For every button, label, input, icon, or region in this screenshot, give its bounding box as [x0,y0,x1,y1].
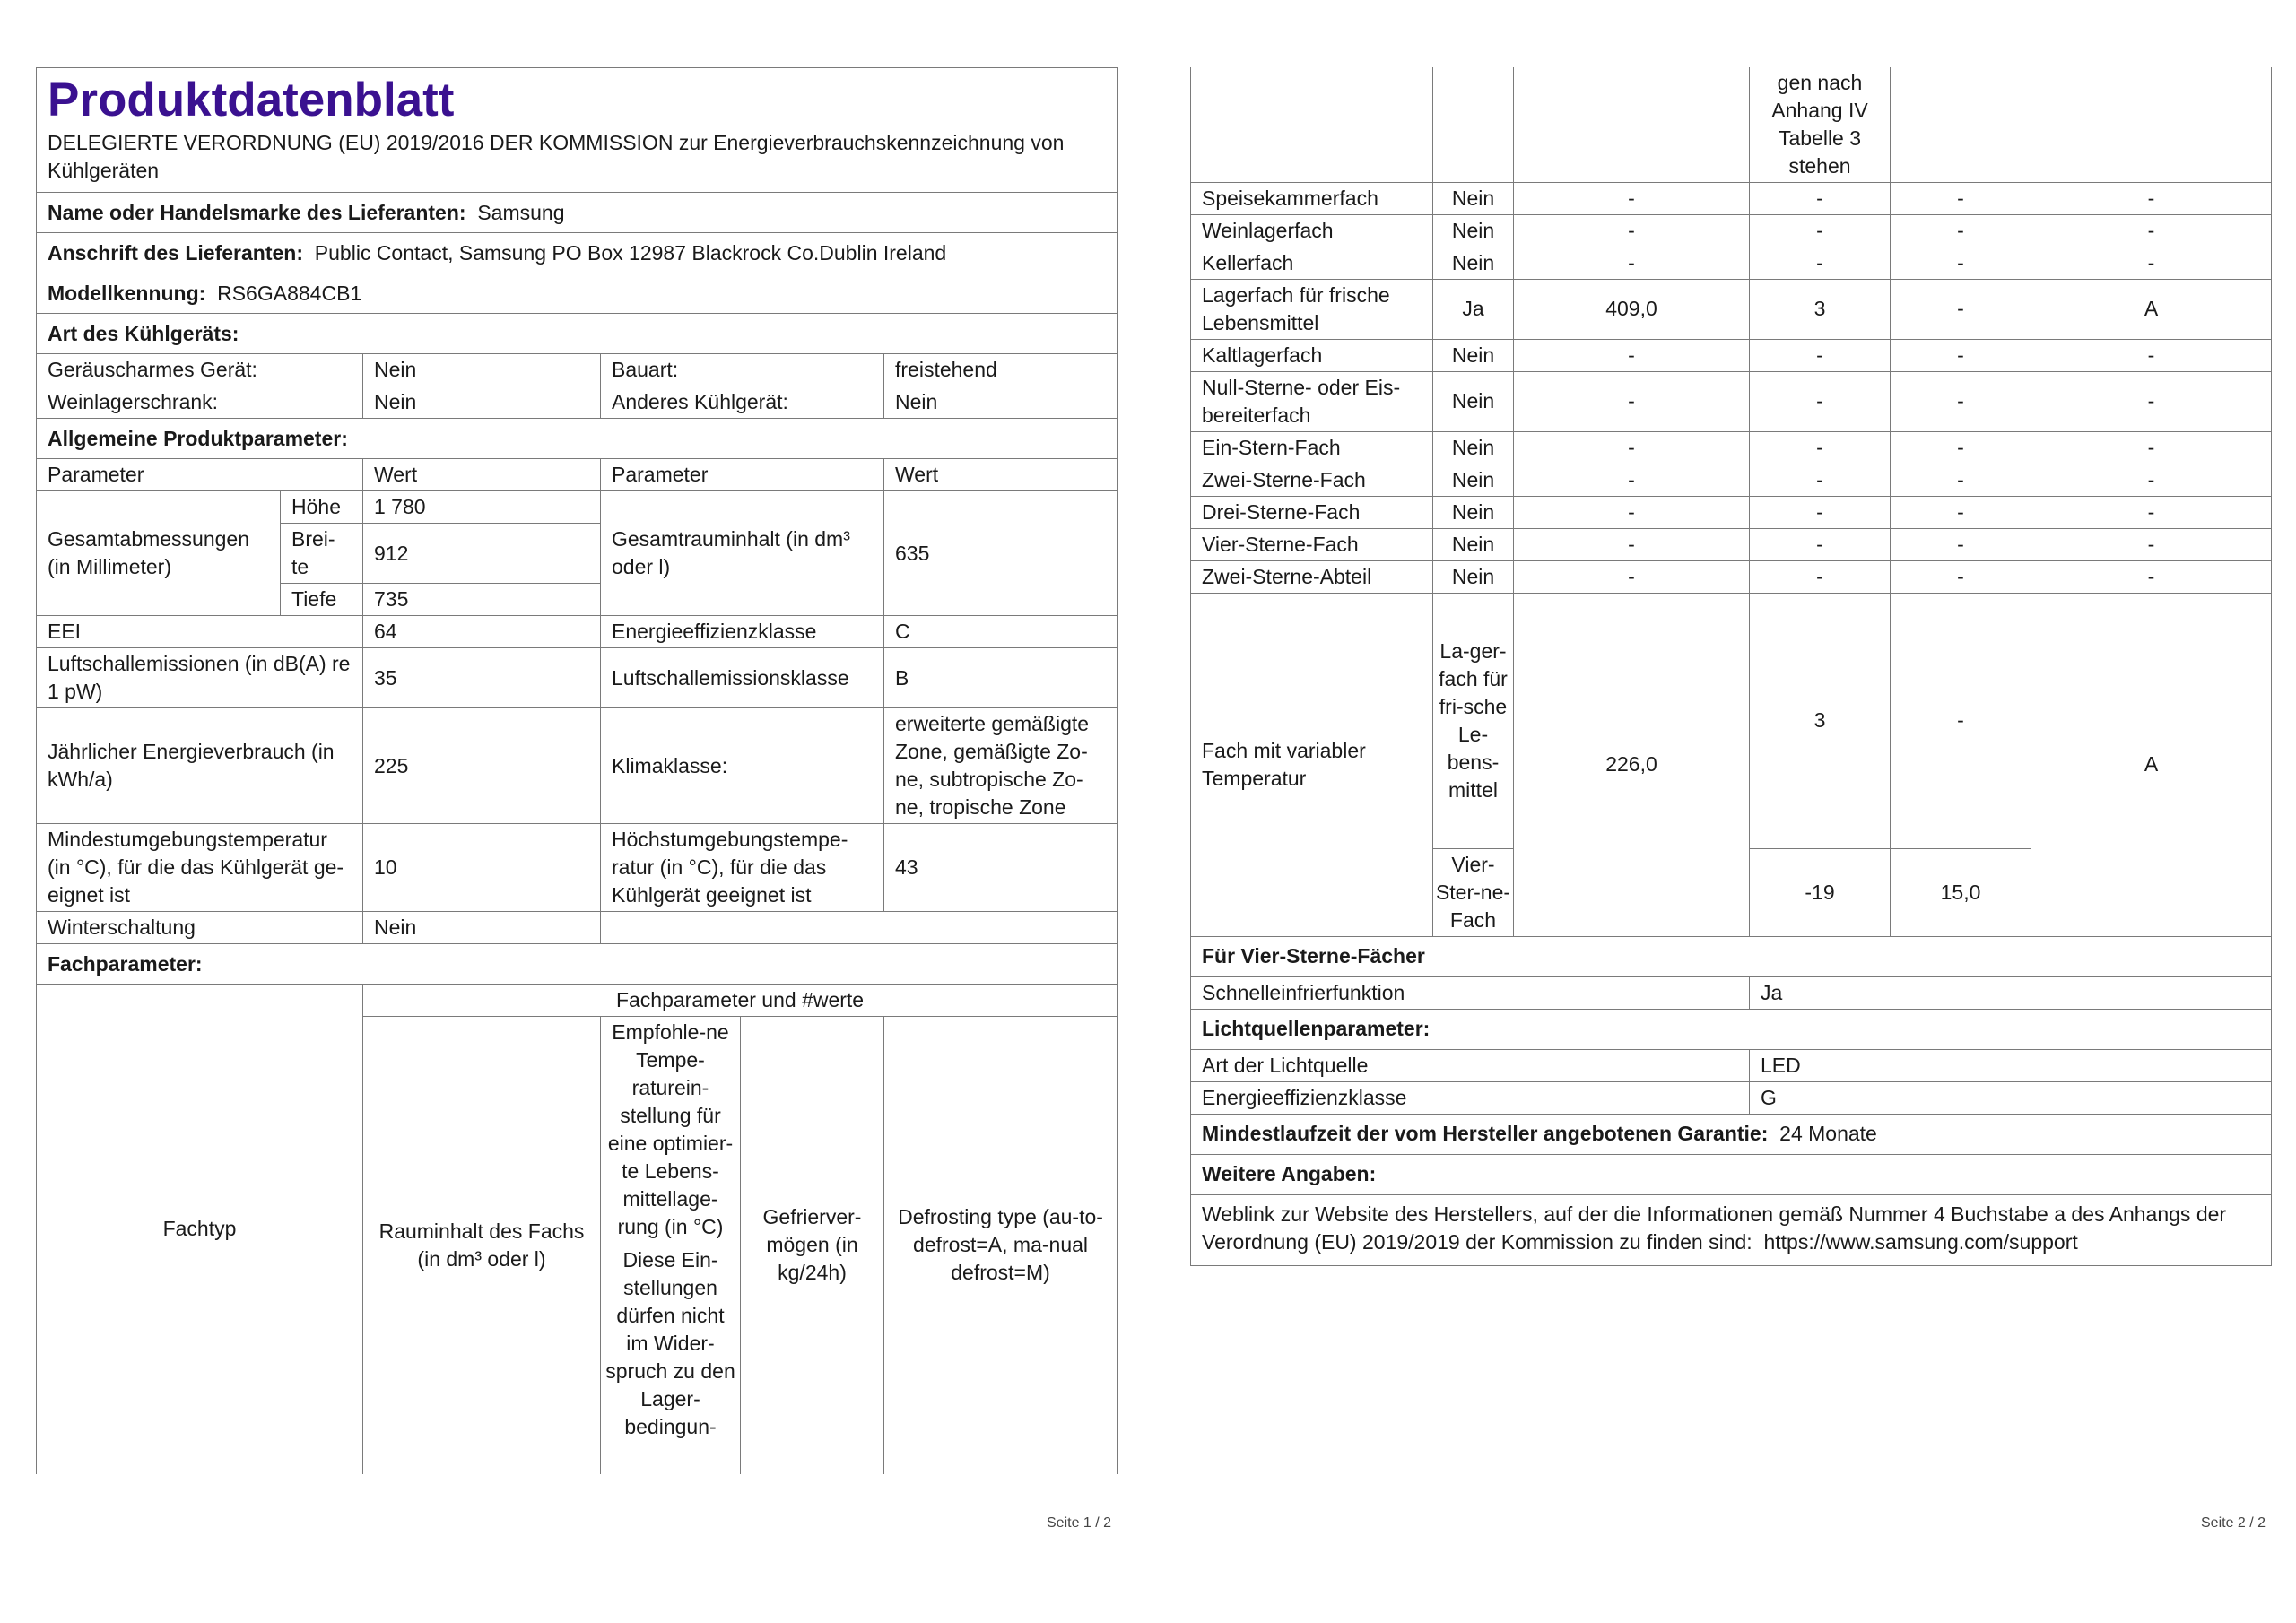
compartment-row [1191,528,2272,560]
col-value-2: Wert [884,459,1118,491]
compartment-volume: - [1514,247,1750,279]
compartment-name: Zwei-Sterne-Fach [1191,464,1433,496]
compartment-temp: - [1750,214,1891,247]
datasheet-table-page-2 [1190,67,2272,1266]
datasheet-table-page-1 [36,67,1118,1474]
compartment-name: Speisekammerfach [1191,182,1433,214]
dimensions-label: Gesamtabmessungen (in Millimeter) [37,491,281,616]
col-recommended-temp-part2: Diese Ein-stellungen dürfen nicht im Wider-spruch zu den Lager-bedingun- [605,1248,735,1438]
compartment-row [1191,247,2272,279]
climate-class-label: Klimaklasse: [601,708,884,824]
page-1 [36,67,1117,1531]
compartment-temp: - [1750,431,1891,464]
variable-defrost: A [2031,593,2272,936]
compartment-present: Nein [1433,496,1514,528]
efficiency-class-value: C [884,616,1118,648]
compartment-volume: - [1514,560,1750,593]
fast-freeze-label: Schnelleinfrierfunktion [1191,976,1750,1009]
eei-label: EEI [37,616,363,648]
model-label: Modellkennung: [48,281,206,305]
compartment-defrost: - [2031,431,2272,464]
compartment-name: Kellerfach [1191,247,1433,279]
low-noise-label: Geräuscharmes Gerät: [37,354,363,386]
max-ambient-temp-value: 43 [884,824,1118,912]
compartment-row [1191,496,2272,528]
compartment-name: Null-Sterne- oder Eis-bereiterfach [1191,371,1433,431]
col-freezing-capacity: Gefrierver-mögen (in kg/24h) [741,1017,884,1474]
col-recommended-temp-cont: gen nach Anhang IV Tabelle 3 stehen [1750,67,1891,182]
compartment-temp: - [1750,496,1891,528]
variable-sub-four-star-temp: -19 [1750,848,1891,936]
col-compartment-type: Fachtyp [37,985,363,1474]
annual-energy-label: Jährlicher Energieverbrauch (in kWh/a) [37,708,363,824]
model-value: RS6GA884CB1 [217,281,362,305]
noise-value: 35 [363,648,601,708]
compartment-volume: - [1514,214,1750,247]
general-heading: Allgemeine Produktparameter: [37,419,1118,459]
compartment-volume: - [1514,528,1750,560]
design-value: freistehend [884,354,1118,386]
compartment-volume: - [1514,464,1750,496]
compartment-defrost: A [2031,279,2272,339]
variable-sub-four-star: Vier-Ster-ne-Fach [1433,848,1514,936]
variable-sub-fresh-temp: 3 [1750,593,1891,848]
noise-class-value: B [884,648,1118,708]
col-recommended-temp-part1: Empfohle-ne Tempe-raturein-stellung für eine optimier-te Lebens-mittellage-rung (in °C) [607,1020,734,1238]
compartment-freeze: - [1891,214,2031,247]
fast-freeze-value: Ja [1750,976,2272,1009]
min-ambient-temp-value: 10 [363,824,601,912]
compartment-temp: - [1750,247,1891,279]
compartment-freeze: - [1891,431,2031,464]
compartment-temp: 3 [1750,279,1891,339]
variable-sub-fresh: La-ger-fach für fri-sche Le-bens-mittel [1433,593,1514,848]
annual-energy-value: 225 [363,708,601,824]
compartment-row [1191,431,2272,464]
compartment-defrost: - [2031,371,2272,431]
compartment-present: Ja [1433,279,1514,339]
compartment-freeze: - [1891,528,2031,560]
col-recommended-temp [601,1017,741,1474]
compartment-present: Nein [1433,431,1514,464]
compartment-row [1191,464,2272,496]
variable-sub-four-star-freeze: 15,0 [1891,848,2031,936]
compartment-temp: - [1750,182,1891,214]
noise-class-label: Luftschallemissionsklasse [601,648,884,708]
compartment-present: Nein [1433,528,1514,560]
appliance-type-heading: Art des Kühlgeräts: [37,314,1118,354]
light-class-label: Energieeffizienzklasse [1191,1081,1750,1114]
compartment-defrost: - [2031,528,2272,560]
supplier-name-value: Samsung [477,200,565,224]
compartment-freeze: - [1891,560,2031,593]
other-appliance-value: Nein [884,386,1118,419]
compartment-name: Drei-Sterne-Fach [1191,496,1433,528]
compartment-volume: 409,0 [1514,279,1750,339]
compartment-present: Nein [1433,182,1514,214]
width-value: 912 [363,524,601,584]
compartment-temp: - [1750,464,1891,496]
compartment-name: Weinlagerfach [1191,214,1433,247]
compartment-freeze: - [1891,279,2031,339]
compartment-present: Nein [1433,339,1514,371]
page-2 [1190,67,2271,1531]
compartment-row [1191,339,2272,371]
compartment-row [1191,182,2272,214]
compartment-name: Ein-Stern-Fach [1191,431,1433,464]
total-volume-value: 635 [884,491,1118,616]
compartment-name: Zwei-Sterne-Abteil [1191,560,1433,593]
compartment-name: Kaltlagerfach [1191,339,1433,371]
compartment-temp: - [1750,371,1891,431]
height-value: 1 780 [363,491,601,524]
compartment-row [1191,214,2272,247]
compartment-name: Lagerfach für frische Lebensmittel [1191,279,1433,339]
compartment-group-header: Fachparameter und #werte [363,985,1118,1017]
page-number-2: Seite 2 / 2 [2201,1515,2266,1531]
compartment-defrost: - [2031,339,2272,371]
light-class-value: G [1750,1081,2272,1114]
min-ambient-temp-label: Mindestumgebungstemperatur (in °C), für die das Kühlgerät ge-eignet ist [37,824,363,912]
supplier-name-label: Name oder Handelsmarke des Lieferanten: [48,200,466,224]
compartment-present: Nein [1433,247,1514,279]
col-param-2: Parameter [601,459,884,491]
compartment-present: Nein [1433,214,1514,247]
compartment-row [1191,279,2272,339]
warranty-value: 24 Monate [1779,1122,1877,1145]
col-param-1: Parameter [37,459,363,491]
compartment-freeze: - [1891,247,2031,279]
page-title: Produktdatenblatt [48,74,455,126]
eei-value: 64 [363,616,601,648]
light-type-value: LED [1750,1049,2272,1081]
max-ambient-temp-label: Höchstumgebungstempe-ratur (in °C), für die das Kühlgerät geeignet ist [601,824,884,912]
compartment-name: Vier-Sterne-Fach [1191,528,1433,560]
compartment-defrost: - [2031,247,2272,279]
compartment-present: Nein [1433,560,1514,593]
regulation-text: DELEGIERTE VERORDNUNG (EU) 2019/2016 DER KOMMISSION zur Energieverbrauchskennzeichnung von Kühlgeräten [48,131,1065,182]
compartment-row [1191,560,2272,593]
variable-compartment-name: Fach mit variabler Temperatur [1191,593,1433,936]
compartment-freeze: - [1891,371,2031,431]
compartment-defrost: - [2031,496,2272,528]
compartment-volume: - [1514,431,1750,464]
noise-label: Luftschallemissionen (in dB(A) re 1 pW) [37,648,363,708]
compartment-defrost: - [2031,182,2272,214]
col-value-1: Wert [363,459,601,491]
compartment-volume: - [1514,371,1750,431]
variable-volume: 226,0 [1514,593,1750,936]
total-volume-label: Gesamtrauminhalt (in dm³ oder l) [601,491,884,616]
compartment-row [1191,371,2272,431]
compartment-freeze: - [1891,464,2031,496]
light-type-label: Art der Lichtquelle [1191,1049,1750,1081]
further-info-heading: Weitere Angaben: [1191,1154,2272,1194]
light-source-heading: Lichtquellenparameter: [1191,1009,2272,1049]
compartment-present: Nein [1433,464,1514,496]
page-number-1: Seite 1 / 2 [1047,1515,1112,1531]
winter-setting-label: Winterschaltung [37,912,363,944]
efficiency-class-label: Energieeffizienzklasse [601,616,884,648]
climate-class-value: erweiterte gemäßigte Zone, gemäßigte Zo-ne, subtropische Zo-ne, tropische Zone [884,708,1118,824]
winter-setting-value: Nein [363,912,601,944]
four-star-heading: Für Vier-Sterne-Fächer [1191,936,2272,976]
depth-label: Tiefe [281,584,363,616]
compartment-freeze: - [1891,182,2031,214]
compartment-defrost: - [2031,464,2272,496]
compartment-freeze: - [1891,339,2031,371]
compartment-defrost: - [2031,560,2272,593]
other-appliance-label: Anderes Kühlgerät: [601,386,884,419]
further-info-text: Weblink zur Website des Herstellers, auf der die Informationen gemäß Nummer 4 Buchstabe a des Anhangs der Verordnung (EU) 2019/2019 der Kommission zu finden sind: [1202,1202,2227,1254]
supplier-address-label: Anschrift des Lieferanten: [48,240,303,265]
height-label: Höhe [281,491,363,524]
compartment-volume: - [1514,182,1750,214]
compartment-temp: - [1750,560,1891,593]
low-noise-value: Nein [363,354,601,386]
compartment-volume: - [1514,496,1750,528]
col-compartment-volume: Rauminhalt des Fachs (in dm³ oder l) [363,1017,601,1474]
manufacturer-link[interactable]: https://www.samsung.com/support [1763,1229,2078,1254]
warranty-label: Mindestlaufzeit der vom Hersteller angebotenen Garantie: [1202,1122,1769,1145]
width-label: Brei-te [281,524,363,584]
design-label: Bauart: [601,354,884,386]
variable-sub-fresh-freeze: - [1891,593,2031,848]
compartment-heading: Fachparameter: [37,944,1118,985]
compartment-volume: - [1514,339,1750,371]
compartment-rows [1191,182,2272,593]
wine-cabinet-value: Nein [363,386,601,419]
compartment-freeze: - [1891,496,2031,528]
compartment-defrost: - [2031,214,2272,247]
compartment-present: Nein [1433,371,1514,431]
col-defrost-type: Defrosting type (au-to-defrost=A, ma-nual defrost=M) [884,1017,1118,1474]
depth-value: 735 [363,584,601,616]
compartment-temp: - [1750,339,1891,371]
compartment-temp: - [1750,528,1891,560]
wine-cabinet-label: Weinlagerschrank: [37,386,363,419]
supplier-address-value: Public Contact, Samsung PO Box 12987 Blackrock Co.Dublin Ireland [314,240,947,265]
